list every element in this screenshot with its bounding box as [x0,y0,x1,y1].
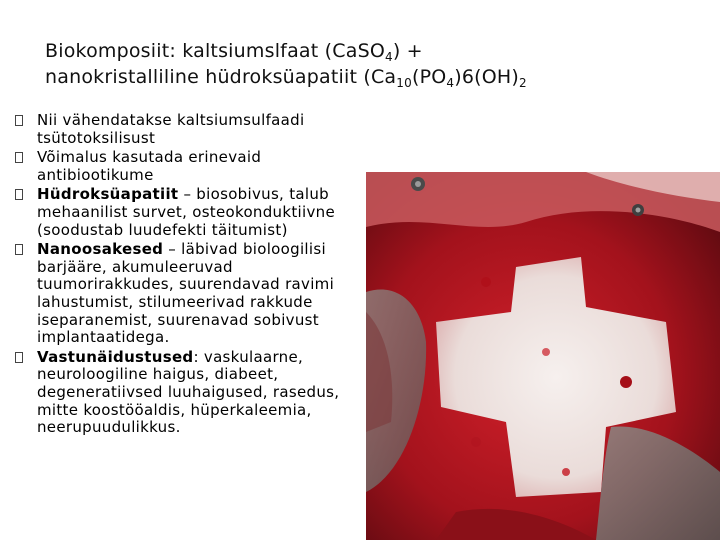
title-line-2 [45,64,705,90]
bullet-item [15,349,365,437]
formula-oh: )6(OH) [454,66,520,88]
square-bullet-icon [15,152,23,163]
square-bullet-icon [15,244,23,255]
surgical-photo [366,172,720,540]
bullet-item [15,112,365,147]
title-line-2-text: nanokristalliline hüdroksüapatiit (Ca [45,66,397,88]
slide-title [45,38,705,90]
bullet-item [15,186,365,239]
title-line-1 [45,38,705,64]
bullet-text: Võimalus kasutada erinevaid antibiootikume [37,148,262,184]
formula-subscript: 4 [384,50,393,64]
formula-tail: ) + [392,40,423,62]
bullet-lead: Nanoosakesed [37,240,164,259]
bullet-lead: Hüdroksüapatiit [37,185,179,204]
bullet-text: – läbivad bioloogilisi barjääre, akumuleeruvad tuumorirakkudes, suurendavad ravimi lahustumist, stilumeerivad rakkude iseparanemist, suurenavad sobivust implantaatidega. [37,240,335,347]
formula-subscript: 2 [519,76,527,90]
square-bullet-icon [15,189,23,200]
bullet-text: – biosobivus, talub mehaanilist survet, osteokonduktiivne (soodustab luudefekti täitumist) [37,185,335,239]
bullet-lead: Vastunäidustused [37,347,194,366]
surgical-photo-image [366,172,720,540]
bullet-text: : vaskulaarne, neuroloogiline haigus, diabeet, degeneratiivsed luuhaigused, rasedus, mitte koostööaldis, hüperkaleemia, neerupuudulikkus. [37,347,340,437]
formula-so: SO [357,40,385,62]
square-bullet-icon [15,115,23,126]
square-bullet-icon [15,352,23,363]
formula-po: (PO [411,66,447,88]
title-line-1-text: Biokomposiit: kaltsiumslfaat (Ca [45,40,358,62]
bullet-text: Nii vähendatakse kaltsiumsulfaadi tsütotoksilisust [37,111,305,147]
formula-subscript: 10 [396,76,412,90]
bullet-item [15,241,365,347]
formula-subscript: 4 [446,76,455,90]
bullet-list [15,112,365,439]
bullet-item [15,149,365,184]
